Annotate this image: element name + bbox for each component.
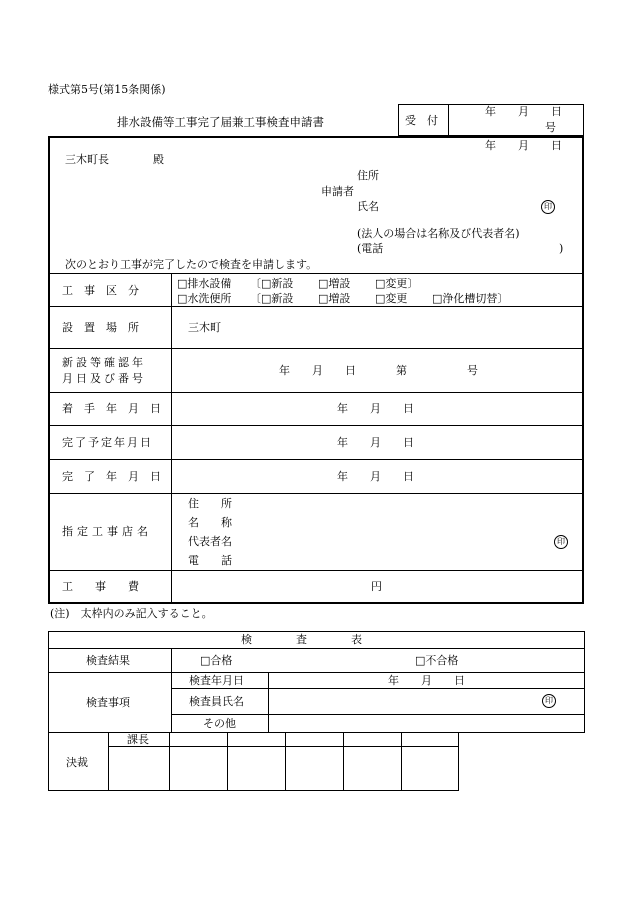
confirm-label-1: 新設等確認年	[62, 356, 146, 369]
approval-label: 決裁	[66, 756, 88, 769]
form-number: 様式第5号(第15条関係)	[48, 83, 166, 96]
contractor-rep-label: 代表者名	[188, 535, 232, 548]
statement: 次のとおり工事が完了したので検査を申請します。	[65, 258, 318, 271]
inspection-title: 検 査 表	[241, 633, 362, 646]
planned-date-value[interactable]: 年 月 日	[337, 436, 414, 449]
work-class-drainage-new[interactable]: 〔□新設	[250, 277, 294, 290]
confirm-label-2: 月日及び番号	[62, 372, 146, 385]
location-label: 設 置 場 所	[62, 321, 139, 334]
contractor-address-label: 住 所	[188, 497, 232, 510]
work-class-toilet[interactable]: □水洗便所	[177, 292, 232, 305]
start-date-value[interactable]: 年 月 日	[337, 402, 414, 415]
reception-label: 受 付	[405, 114, 438, 127]
contractor-phone-label: 電 話	[188, 554, 232, 567]
addressee: 三木町長 殿	[65, 153, 164, 166]
inspection-pass[interactable]: □合格	[200, 654, 233, 667]
applicant-label: 申請者	[321, 185, 354, 198]
work-class-toilet-expand[interactable]: □増設	[318, 292, 351, 305]
cost-label: 工 事 費	[62, 580, 139, 593]
contractor-seal-icon: 印	[554, 535, 568, 549]
contractor-label: 指定工事店名	[62, 525, 152, 538]
start-date-label: 着 手 年 月 日	[62, 402, 161, 415]
inspection-items-label: 検査事項	[86, 696, 130, 709]
name-label: 氏名	[357, 200, 379, 213]
inspection-date-value[interactable]: 年 月 日	[388, 674, 465, 687]
reception-date[interactable]: 年 月 日	[485, 105, 562, 118]
work-class-toilet-change[interactable]: □変更	[375, 292, 408, 305]
work-class-drainage-expand[interactable]: □増設	[318, 277, 351, 290]
address-label: 住所	[357, 169, 379, 182]
cost-unit: 円	[371, 580, 382, 593]
approval-table	[48, 732, 459, 791]
inspection-result-label: 検査結果	[86, 654, 130, 667]
confirm-no-label: 第	[396, 364, 407, 377]
location-value[interactable]: 三木町	[188, 321, 221, 334]
confirm-no-suffix: 号	[467, 364, 478, 377]
work-class-septic-switch[interactable]: □浄化槽切替〕	[432, 292, 509, 305]
inspection-date-label: 検査年月日	[189, 674, 244, 687]
approval-chief-label: 課長	[127, 733, 149, 746]
inspection-table	[48, 631, 585, 733]
phone-close: )	[559, 242, 564, 255]
inspector-label: 検査員氏名	[189, 695, 244, 708]
seal-icon: 印	[541, 200, 555, 214]
phone-open: (電話	[357, 242, 384, 255]
planned-date-label: 完了予定年月日	[62, 436, 153, 449]
work-class-drainage[interactable]: □排水設備	[177, 277, 232, 290]
corporate-note: (法人の場合は名称及び代表者名)	[357, 227, 520, 240]
work-class-label: 工 事 区 分	[62, 284, 139, 297]
complete-date-label: 完 了 年 月 日	[62, 470, 161, 483]
confirm-date[interactable]: 年 月 日	[279, 364, 356, 377]
note: (注) 太枠内のみ記入すること。	[50, 607, 213, 620]
form-title: 排水設備等工事完了届兼工事検査申請書	[117, 115, 324, 129]
application-date[interactable]: 年 月 日	[485, 139, 562, 152]
inspection-other-label: その他	[203, 717, 236, 730]
inspection-fail[interactable]: □不合格	[415, 654, 459, 667]
contractor-name-label: 名 称	[188, 516, 232, 529]
complete-date-value[interactable]: 年 月 日	[337, 470, 414, 483]
reception-no[interactable]: 号	[545, 121, 556, 134]
work-class-drainage-change[interactable]: □変更〕	[375, 277, 419, 290]
work-class-toilet-new[interactable]: 〔□新設	[250, 292, 294, 305]
inspector-seal-icon: 印	[542, 694, 556, 708]
